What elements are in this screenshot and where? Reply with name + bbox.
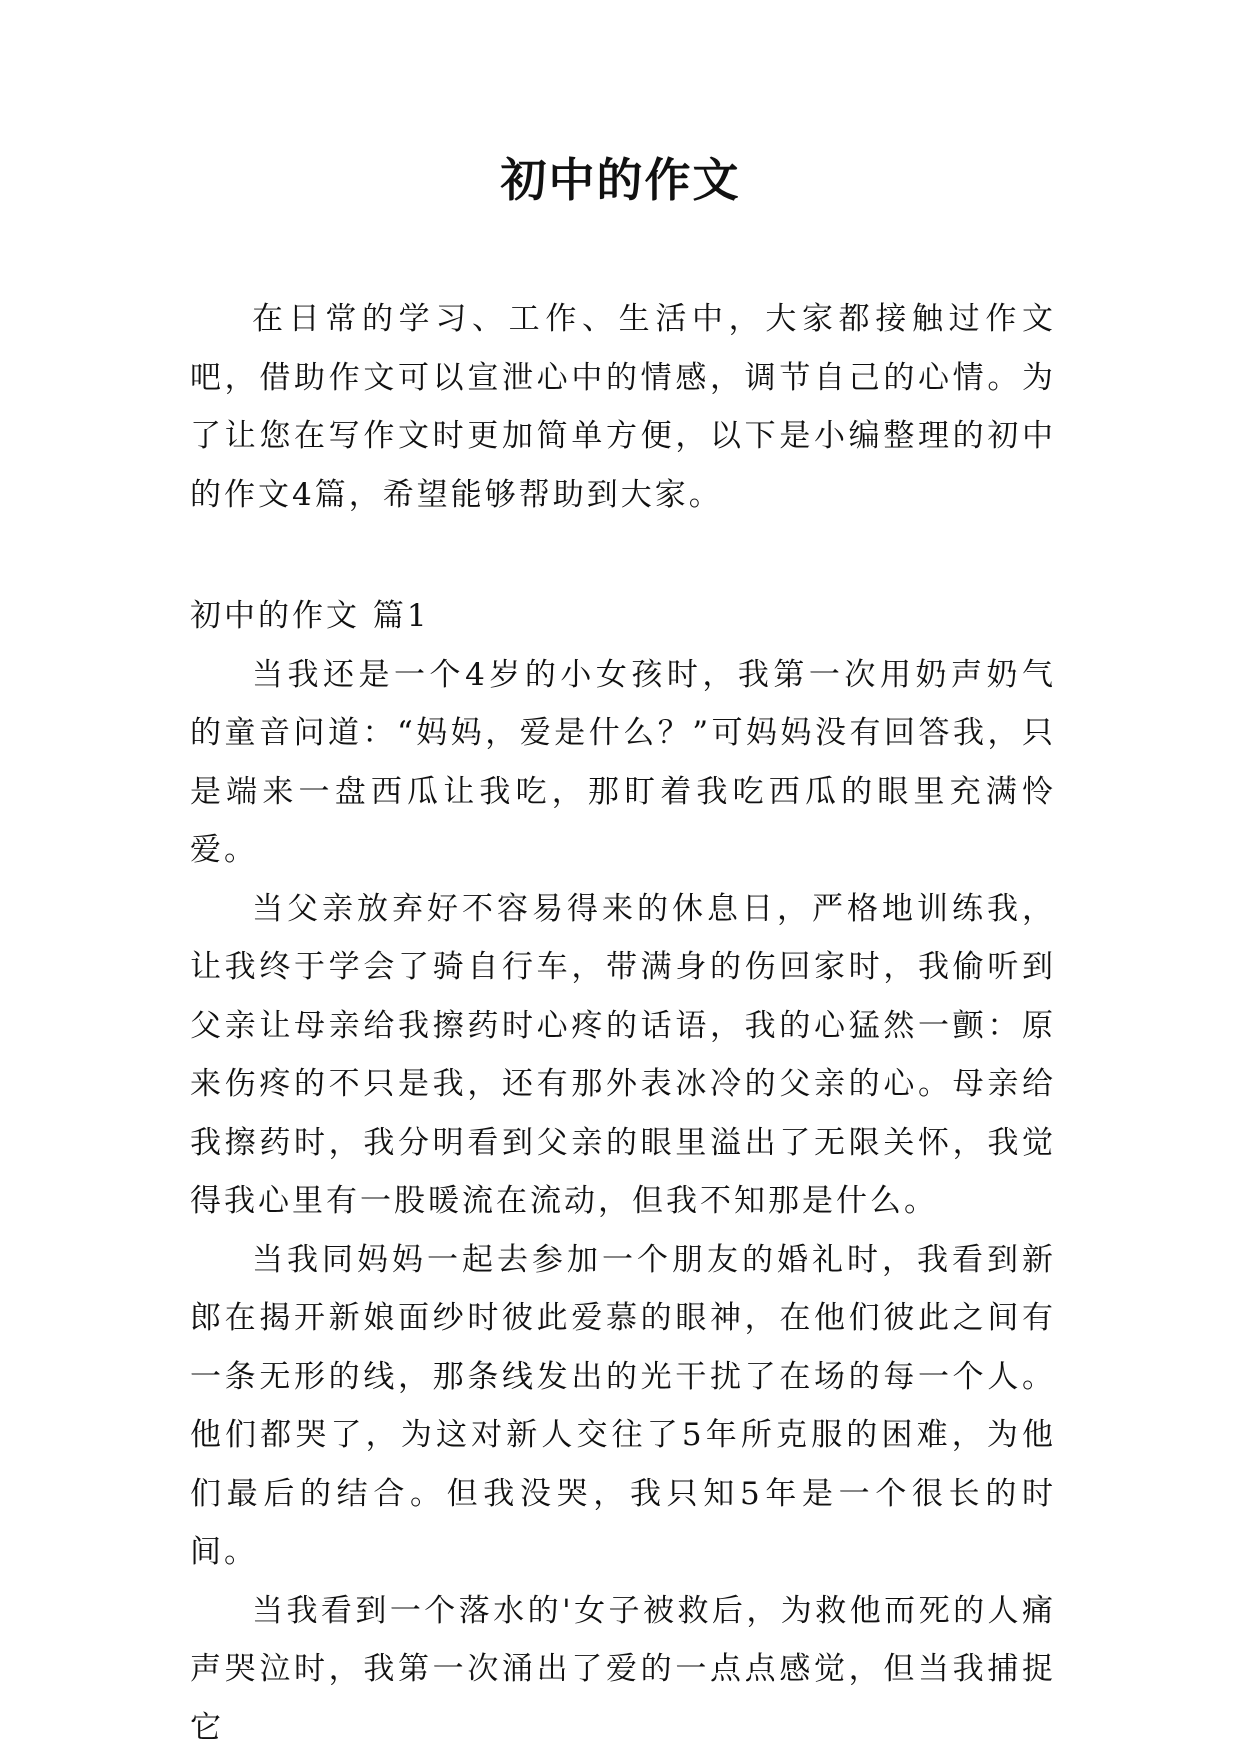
section-heading: 初中的作文 篇1 xyxy=(190,587,1056,646)
document-body xyxy=(190,290,1056,1757)
body-paragraph: 当我还是一个4岁的小女孩时，我第一次用奶声奶气的童音问道：“妈妈，爱是什么？”可妈妈没有回答我，只是端来一盘西瓜让我吃，那盯着我吃西瓜的眼里充满怜爱。 xyxy=(190,646,1056,880)
document-title: 初中的作文 xyxy=(0,150,1241,210)
body-paragraph: 当我看到一个落水的'女子被救后，为救他而死的人痛声哭泣时，我第一次涌出了爱的一点点感觉，但当我捕捉它 xyxy=(190,1582,1056,1757)
body-paragraph: 当父亲放弃好不容易得来的休息日，严格地训练我，让我终于学会了骑自行车，带满身的伤回家时，我偷听到父亲让母亲给我擦药时心疼的话语，我的心猛然一颤：原来伤疼的不只是我，还有那外表冰冷的父亲的心。母亲给我擦药时，我分明看到父亲的眼里溢出了无限关怀，我觉得我心里有一股暖流在流动，但我不知那是什么。 xyxy=(190,880,1056,1231)
intro-paragraph: 在日常的学习、工作、生活中，大家都接触过作文吧，借助作文可以宣泄心中的情感，调节自己的心情。为了让您在写作文时更加简单方便，以下是小编整理的初中的作文4篇，希望能够帮助到大家。 xyxy=(190,290,1056,524)
spacer xyxy=(190,524,1056,587)
body-paragraph: 当我同妈妈一起去参加一个朋友的婚礼时，我看到新郎在揭开新娘面纱时彼此爱慕的眼神，在他们彼此之间有一条无形的线，那条线发出的光干扰了在场的每一个人。他们都哭了，为这对新人交往了5年所克服的困难，为他们最后的结合。但我没哭，我只知5年是一个很长的时间。 xyxy=(190,1231,1056,1582)
